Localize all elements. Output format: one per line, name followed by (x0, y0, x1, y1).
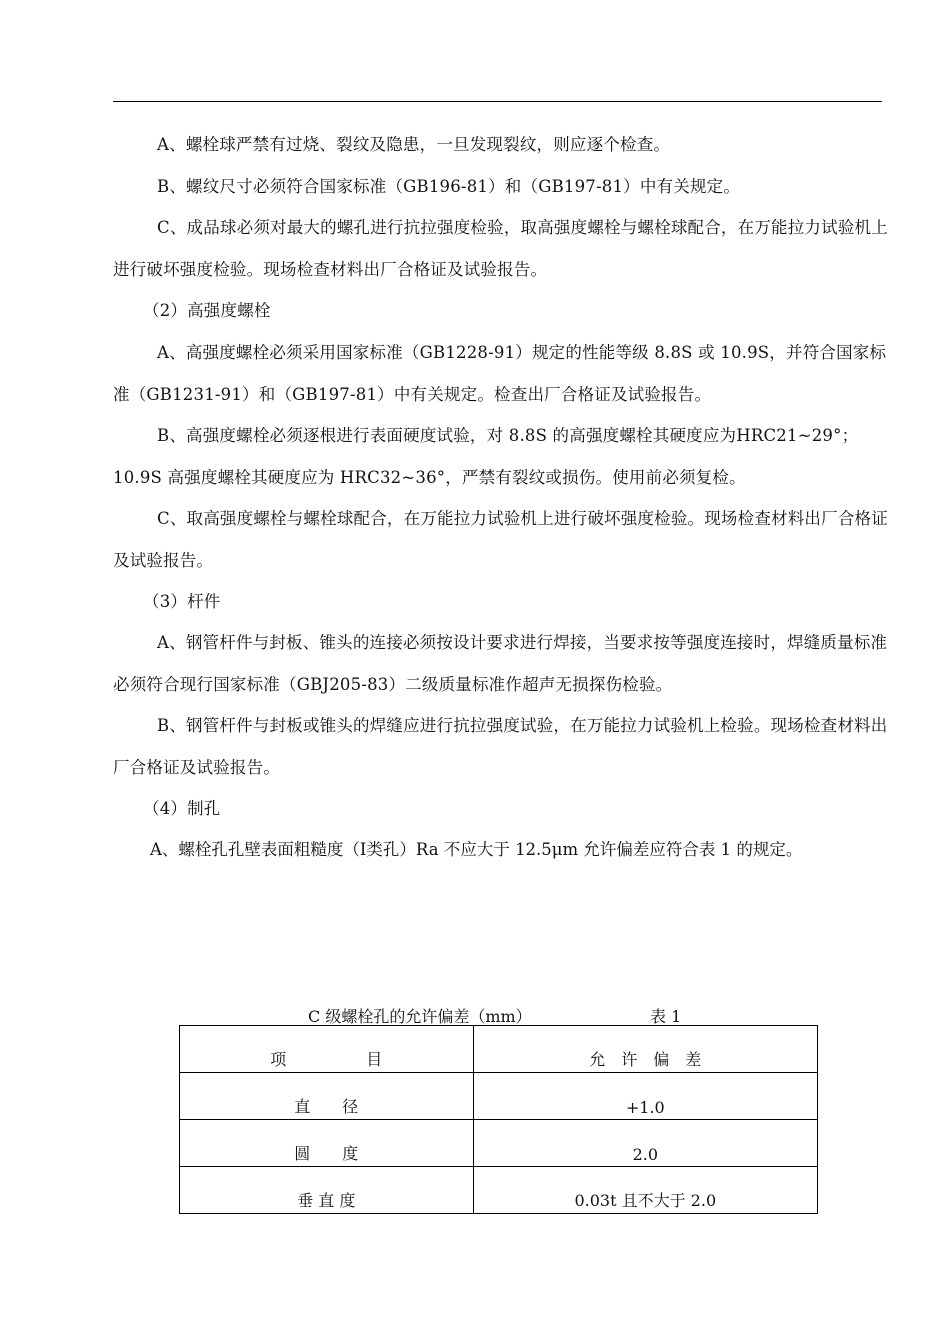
table-row (180, 1167, 818, 1214)
row-item: 圆 度 (180, 1120, 474, 1167)
table-caption-title: C 级螺栓孔的允许偏差（mm） (308, 1007, 532, 1026)
row-value: 0.03t 且不大于 2.0 (473, 1167, 817, 1214)
table-header-row (180, 1026, 818, 1073)
section-heading-2: （2）高强度螺栓 (143, 301, 271, 320)
tolerance-table (179, 1025, 818, 1214)
row-item: 垂 直 度 (180, 1167, 474, 1214)
row-item: 直 径 (180, 1073, 474, 1120)
paragraph-b-weld-test: B、钢管杆件与封板或锥头的焊缝应进行抗拉强度试验，在万能拉力试验机上检验。现场检查材料出厂合格证及试验报告。 (113, 716, 888, 777)
paragraph-b-thread: B、螺纹尺寸必须符合国家标准（GB196-81）和（GB197-81）中有关规定。 (157, 177, 741, 196)
header-item: 项 目 (180, 1026, 474, 1073)
paragraph-a-hole: A、螺栓孔孔壁表面粗糙度（Ⅰ类孔）Ra 不应大于 12.5μm 允许偏差应符合表 1 的规定。 (150, 840, 803, 859)
section-heading-4: （4）制孔 (143, 799, 221, 818)
header-rule (113, 101, 882, 102)
paragraph-c-bolt-test: C、取高强度螺栓与螺栓球配合，在万能拉力试验机上进行破坏强度检验。现场检查材料出厂合格证及试验报告。 (113, 509, 888, 570)
table-caption-number: 表 1 (650, 1007, 682, 1026)
row-value: +1.0 (473, 1073, 817, 1120)
paragraph-b-hardness: B、高强度螺栓必须逐根进行表面硬度试验，对 8.8S 的高强度螺栓其硬度应为HRC21~29°；10.9S 高强度螺栓其硬度应为 HRC32~36°，严禁有裂纹或损伤。使用前必须复检。 (113, 426, 859, 487)
paragraph-a-bolt: A、高强度螺栓必须采用国家标准（GB1228-91）规定的性能等级 8.8S 或 10.9S，并符合国家标准（GB1231-91）和（GB197-81）中有关规定。检查出厂合格证及试验报告。 (113, 343, 887, 404)
table-row (180, 1120, 818, 1167)
row-value: 2.0 (473, 1120, 817, 1167)
table-row (180, 1073, 818, 1120)
section-heading-3: （3）杆件 (143, 592, 221, 611)
header-tolerance: 允 许 偏 差 (473, 1026, 817, 1073)
paragraph-a-weld: A、钢管杆件与封板、锥头的连接必须按设计要求进行焊接，当要求按等强度连接时，焊缝质量标准必须符合现行国家标准（GBJ205-83）二级质量标准作超声无损探伤检验。 (113, 633, 888, 694)
paragraph-c-ball-test: C、成品球必须对最大的螺孔进行抗拉强度检验，取高强度螺栓与螺栓球配合，在万能拉力试验机上进行破坏强度检验。现场检查材料出厂合格证及试验报告。 (113, 218, 888, 279)
paragraph-a-ball: A、螺栓球严禁有过烧、裂纹及隐患，一旦发现裂纹，则应逐个检查。 (157, 135, 671, 154)
